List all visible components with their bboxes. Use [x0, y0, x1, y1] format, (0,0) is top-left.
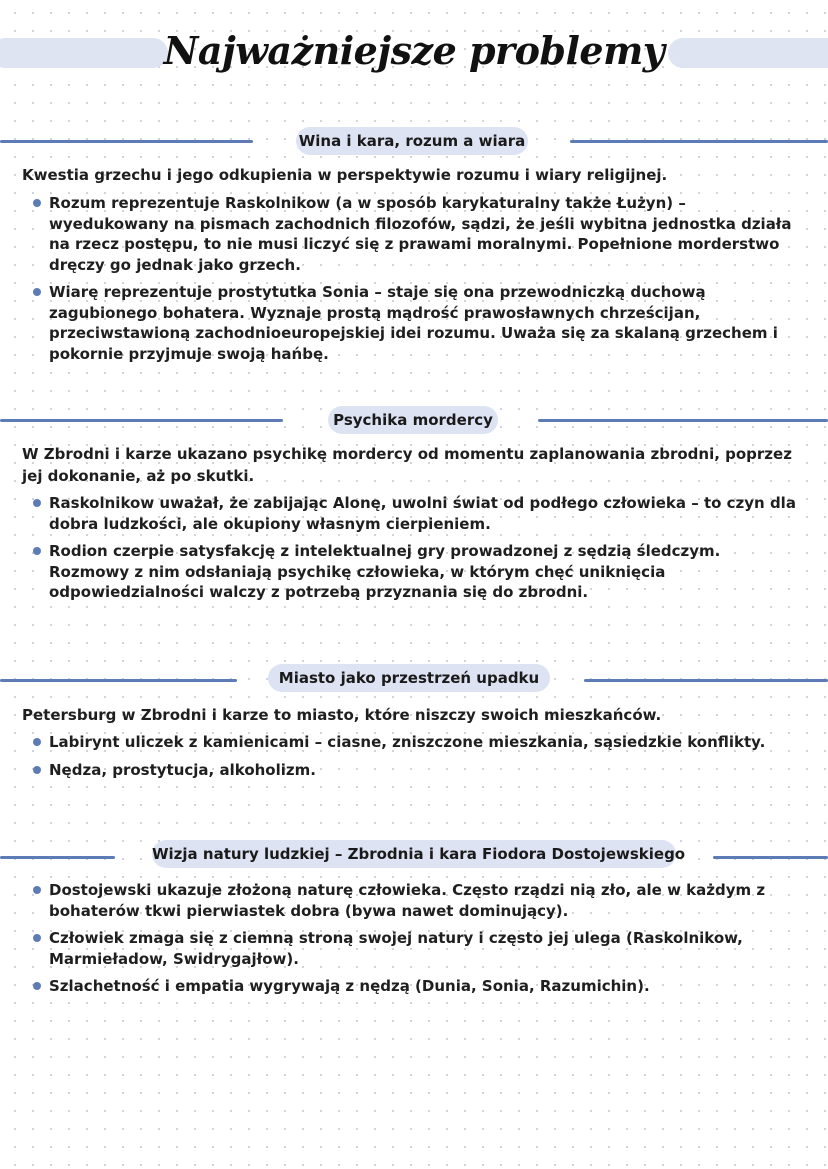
section-divider-right [570, 140, 828, 143]
section-divider-right [538, 419, 828, 422]
section-heading: Wina i kara, rozum a wiara [296, 127, 528, 155]
bullet-list [30, 493, 805, 610]
bullet-list [30, 880, 805, 1004]
section-heading: Wizja natury ludzkiej – Zbrodnia i kara Fiodora Dostojewskiego [152, 840, 676, 868]
list-item: Wiarę reprezentuje prostytutka Sonia – staje się ona przewodniczką duchową zagubionego bohatera. Wyznaje prostą mądrość prawosławnych chrześcijan, przeciwstawioną zachodnioeuropejskiej idei rozumu. Uważa się za skalaną grzechem i pokornie przyjmuje swoją hańbę. [30, 282, 805, 364]
section-intro: Petersburg w Zbrodni i karze to miasto, które niszczy swoich mieszkańców. [22, 706, 662, 724]
bullet-list [30, 193, 805, 371]
list-item: Dostojewski ukazuje złożoną naturę człowieka. Często rządzi nią zło, ale w każdym z bohaterów tkwi pierwiastek dobra (bywa nawet dominujący). [30, 880, 805, 921]
list-item: Nędza, prostytucja, alkoholizm. [30, 760, 805, 781]
section-heading: Miasto jako przestrzeń upadku [268, 664, 550, 692]
page-title: Najważniejsze problemy [163, 28, 665, 73]
list-item: Labirynt uliczek z kamienicami – ciasne, zniszczone mieszkania, sąsiedzkie konflikty. [30, 732, 805, 753]
section-intro: W Zbrodni i karze ukazano psychikę mordercy od momentu zaplanowania zbrodni, poprzez jej dokonanie, aż po skutki. [22, 445, 792, 485]
list-item: Rozum reprezentuje Raskolnikow (a w sposób karykaturalny także Łużyn) – wyedukowany na pismach zachodnich filozofów, sądzi, że jeśli wybitna jednostka działa na rzecz postępu, to nie musi liczyć się z prawami moralnymi. Popełnione morderstwo dręczy go jednak jako grzech. [30, 193, 805, 275]
section-intro: Kwestia grzechu i jego odkupienia w perspektywie rozumu i wiary religijnej. [22, 166, 668, 184]
section-divider-right [584, 679, 828, 682]
section-divider-left [0, 140, 253, 143]
bullet-list [30, 732, 805, 787]
list-item: Człowiek zmaga się z ciemną stroną swojej natury i często jej ulega (Raskolnikow, Marmieładow, Swidrygajłow). [30, 928, 805, 969]
list-item: Szlachetność i empatia wygrywają z nędzą (Dunia, Sonia, Razumichin). [30, 976, 805, 997]
section-divider-right [713, 856, 828, 859]
section-heading: Psychika mordercy [328, 406, 498, 434]
section-divider-left [0, 856, 115, 859]
section-divider-left [0, 679, 237, 682]
list-item: Raskolnikow uważał, że zabijając Alonę, uwolni świat od podłego człowieka – to czyn dla dobra ludzkości, ale okupiony własnym cierpieniem. [30, 493, 805, 534]
section-divider-left [0, 419, 283, 422]
list-item: Rodion czerpie satysfakcję z intelektualnej gry prowadzonej z sędzią śledczym. Rozmowy z nim odsłaniają psychikę człowieka, w którym chęć uniknięcia odpowiedzialności walczy z potrzebą przyznania się do zbrodni. [30, 541, 805, 603]
